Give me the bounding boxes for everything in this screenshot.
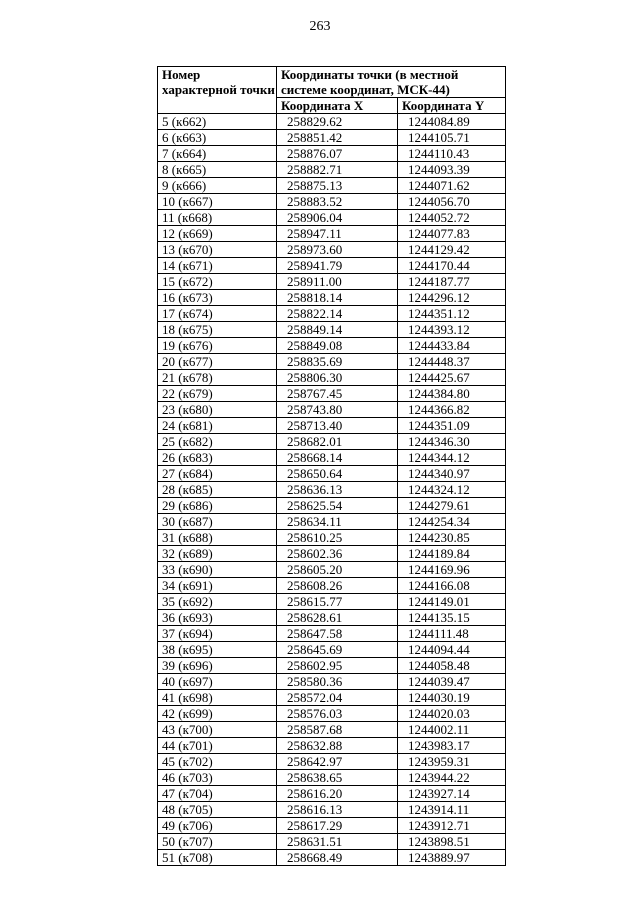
coordinate-y-cell: 1244058.48 bbox=[398, 658, 506, 674]
point-cell: 48 (к705) bbox=[158, 802, 277, 818]
table-row bbox=[158, 802, 506, 818]
coordinate-y-cell: 1244039.47 bbox=[398, 674, 506, 690]
table-row bbox=[158, 290, 506, 306]
coordinate-y-cell: 1244351.12 bbox=[398, 306, 506, 322]
coordinate-y-cell: 1244002.11 bbox=[398, 722, 506, 738]
coordinate-x-cell: 258602.36 bbox=[277, 546, 398, 562]
point-cell: 34 (к691) bbox=[158, 578, 277, 594]
table-row bbox=[158, 370, 506, 386]
coordinate-y-cell: 1244340.97 bbox=[398, 466, 506, 482]
table-row bbox=[158, 402, 506, 418]
table-row bbox=[158, 162, 506, 178]
table-row bbox=[158, 690, 506, 706]
coordinate-y-cell: 1244279.61 bbox=[398, 498, 506, 514]
coordinate-x-cell: 258743.80 bbox=[277, 402, 398, 418]
coordinate-x-cell: 258849.08 bbox=[277, 338, 398, 354]
table-row bbox=[158, 818, 506, 834]
coordinate-x-cell: 258941.79 bbox=[277, 258, 398, 274]
coordinate-x-cell: 258947.11 bbox=[277, 226, 398, 242]
coordinate-y-cell: 1243898.51 bbox=[398, 834, 506, 850]
header-point-number: Номер характерной точки bbox=[158, 67, 277, 114]
table-row bbox=[158, 114, 506, 130]
coordinate-y-cell: 1244425.67 bbox=[398, 370, 506, 386]
coordinate-y-cell: 1244169.96 bbox=[398, 562, 506, 578]
table-row bbox=[158, 482, 506, 498]
coordinate-y-cell: 1244433.84 bbox=[398, 338, 506, 354]
coordinate-y-cell: 1244189.84 bbox=[398, 546, 506, 562]
point-cell: 8 (к665) bbox=[158, 162, 277, 178]
coordinate-y-cell: 1244110.43 bbox=[398, 146, 506, 162]
coordinate-y-cell: 1243944.22 bbox=[398, 770, 506, 786]
table-body bbox=[158, 114, 506, 866]
table-row bbox=[158, 562, 506, 578]
table-row bbox=[158, 850, 506, 866]
point-cell: 33 (к690) bbox=[158, 562, 277, 578]
coordinate-x-cell: 258634.11 bbox=[277, 514, 398, 530]
point-cell: 25 (к682) bbox=[158, 434, 277, 450]
table-row bbox=[158, 338, 506, 354]
coordinate-y-cell: 1244084.89 bbox=[398, 114, 506, 130]
coordinate-y-cell: 1244166.08 bbox=[398, 578, 506, 594]
coordinate-x-cell: 258851.42 bbox=[277, 130, 398, 146]
point-cell: 5 (к662) bbox=[158, 114, 277, 130]
point-cell: 20 (к677) bbox=[158, 354, 277, 370]
point-cell: 16 (к673) bbox=[158, 290, 277, 306]
coordinate-y-cell: 1243914.11 bbox=[398, 802, 506, 818]
coordinate-x-cell: 258668.14 bbox=[277, 450, 398, 466]
coordinate-y-cell: 1244135.15 bbox=[398, 610, 506, 626]
table-row bbox=[158, 210, 506, 226]
coordinate-x-cell: 258668.49 bbox=[277, 850, 398, 866]
table-row bbox=[158, 546, 506, 562]
coordinate-x-cell: 258638.65 bbox=[277, 770, 398, 786]
point-cell: 15 (к672) bbox=[158, 274, 277, 290]
point-cell: 30 (к687) bbox=[158, 514, 277, 530]
coordinate-y-cell: 1244346.30 bbox=[398, 434, 506, 450]
table-row bbox=[158, 514, 506, 530]
header-coordinate-y: Координата Y bbox=[398, 98, 506, 114]
coordinate-x-cell: 258682.01 bbox=[277, 434, 398, 450]
table-row bbox=[158, 786, 506, 802]
point-cell: 44 (к701) bbox=[158, 738, 277, 754]
point-cell: 22 (к679) bbox=[158, 386, 277, 402]
coordinate-y-cell: 1243927.14 bbox=[398, 786, 506, 802]
coordinate-x-cell: 258650.64 bbox=[277, 466, 398, 482]
point-cell: 41 (к698) bbox=[158, 690, 277, 706]
coordinate-x-cell: 258973.60 bbox=[277, 242, 398, 258]
table-row bbox=[158, 722, 506, 738]
coordinate-y-cell: 1244230.85 bbox=[398, 530, 506, 546]
coordinate-x-cell: 258610.25 bbox=[277, 530, 398, 546]
coordinate-x-cell: 258876.07 bbox=[277, 146, 398, 162]
point-cell: 49 (к706) bbox=[158, 818, 277, 834]
coordinate-x-cell: 258767.45 bbox=[277, 386, 398, 402]
coordinate-y-cell: 1244384.80 bbox=[398, 386, 506, 402]
coordinate-y-cell: 1244324.12 bbox=[398, 482, 506, 498]
coordinate-y-cell: 1244111.48 bbox=[398, 626, 506, 642]
point-cell: 12 (к669) bbox=[158, 226, 277, 242]
point-cell: 50 (к707) bbox=[158, 834, 277, 850]
point-cell: 11 (к668) bbox=[158, 210, 277, 226]
table-row bbox=[158, 466, 506, 482]
coordinate-y-cell: 1244170.44 bbox=[398, 258, 506, 274]
coordinate-x-cell: 258636.13 bbox=[277, 482, 398, 498]
coordinate-x-cell: 258806.30 bbox=[277, 370, 398, 386]
coordinate-y-cell: 1244448.37 bbox=[398, 354, 506, 370]
table-row bbox=[158, 242, 506, 258]
coordinate-x-cell: 258628.61 bbox=[277, 610, 398, 626]
coordinate-y-cell: 1244393.12 bbox=[398, 322, 506, 338]
coordinate-x-cell: 258829.62 bbox=[277, 114, 398, 130]
point-cell: 17 (к674) bbox=[158, 306, 277, 322]
point-cell: 38 (к695) bbox=[158, 642, 277, 658]
table-row bbox=[158, 354, 506, 370]
point-cell: 45 (к702) bbox=[158, 754, 277, 770]
table-row bbox=[158, 258, 506, 274]
coordinate-x-cell: 258822.14 bbox=[277, 306, 398, 322]
point-cell: 32 (к689) bbox=[158, 546, 277, 562]
coordinate-y-cell: 1244187.77 bbox=[398, 274, 506, 290]
coordinate-y-cell: 1244052.72 bbox=[398, 210, 506, 226]
coordinate-x-cell: 258587.68 bbox=[277, 722, 398, 738]
table-row bbox=[158, 194, 506, 210]
point-cell: 40 (к697) bbox=[158, 674, 277, 690]
point-cell: 19 (к676) bbox=[158, 338, 277, 354]
coordinate-y-cell: 1244077.83 bbox=[398, 226, 506, 242]
coordinate-y-cell: 1244254.34 bbox=[398, 514, 506, 530]
point-cell: 24 (к681) bbox=[158, 418, 277, 434]
point-cell: 51 (к708) bbox=[158, 850, 277, 866]
coordinate-y-cell: 1244366.82 bbox=[398, 402, 506, 418]
point-cell: 36 (к693) bbox=[158, 610, 277, 626]
table-row bbox=[158, 450, 506, 466]
point-cell: 18 (к675) bbox=[158, 322, 277, 338]
table-row bbox=[158, 274, 506, 290]
point-cell: 13 (к670) bbox=[158, 242, 277, 258]
table-row bbox=[158, 770, 506, 786]
table-row bbox=[158, 578, 506, 594]
table-row bbox=[158, 146, 506, 162]
point-cell: 6 (к663) bbox=[158, 130, 277, 146]
table-row bbox=[158, 306, 506, 322]
coordinate-x-cell: 258875.13 bbox=[277, 178, 398, 194]
coordinate-y-cell: 1244094.44 bbox=[398, 642, 506, 658]
coordinate-x-cell: 258572.04 bbox=[277, 690, 398, 706]
coordinate-y-cell: 1244020.03 bbox=[398, 706, 506, 722]
header-coordinates: Координаты точки (в местной системе координат, МСК-44) bbox=[277, 67, 506, 98]
coordinate-y-cell: 1244056.70 bbox=[398, 194, 506, 210]
point-cell: 27 (к684) bbox=[158, 466, 277, 482]
coordinate-y-cell: 1244105.71 bbox=[398, 130, 506, 146]
coordinate-y-cell: 1244129.42 bbox=[398, 242, 506, 258]
coordinate-x-cell: 258883.52 bbox=[277, 194, 398, 210]
coordinate-x-cell: 258576.03 bbox=[277, 706, 398, 722]
table-row bbox=[158, 530, 506, 546]
table-row bbox=[158, 674, 506, 690]
table-row bbox=[158, 386, 506, 402]
coordinate-x-cell: 258580.36 bbox=[277, 674, 398, 690]
table-row bbox=[158, 130, 506, 146]
point-cell: 26 (к683) bbox=[158, 450, 277, 466]
coordinate-x-cell: 258615.77 bbox=[277, 594, 398, 610]
coordinate-x-cell: 258835.69 bbox=[277, 354, 398, 370]
coordinate-x-cell: 258617.29 bbox=[277, 818, 398, 834]
coordinates-table bbox=[157, 66, 506, 866]
coordinate-y-cell: 1244149.01 bbox=[398, 594, 506, 610]
coordinate-x-cell: 258632.88 bbox=[277, 738, 398, 754]
coordinate-x-cell: 258906.04 bbox=[277, 210, 398, 226]
table-row bbox=[158, 226, 506, 242]
point-cell: 21 (к678) bbox=[158, 370, 277, 386]
coordinate-x-cell: 258713.40 bbox=[277, 418, 398, 434]
coordinate-y-cell: 1243889.97 bbox=[398, 850, 506, 866]
page-number: 263 bbox=[309, 19, 331, 34]
coordinate-x-cell: 258616.13 bbox=[277, 802, 398, 818]
point-cell: 42 (к699) bbox=[158, 706, 277, 722]
coordinate-y-cell: 1243983.17 bbox=[398, 738, 506, 754]
coordinate-y-cell: 1244344.12 bbox=[398, 450, 506, 466]
coordinate-x-cell: 258882.71 bbox=[277, 162, 398, 178]
coordinate-y-cell: 1244351.09 bbox=[398, 418, 506, 434]
coordinate-y-cell: 1244296.12 bbox=[398, 290, 506, 306]
table-row bbox=[158, 834, 506, 850]
coordinate-y-cell: 1244071.62 bbox=[398, 178, 506, 194]
point-cell: 47 (к704) bbox=[158, 786, 277, 802]
table-row bbox=[158, 322, 506, 338]
point-cell: 29 (к686) bbox=[158, 498, 277, 514]
point-cell: 10 (к667) bbox=[158, 194, 277, 210]
point-cell: 31 (к688) bbox=[158, 530, 277, 546]
header-coordinate-x: Координата X bbox=[277, 98, 398, 114]
table-row bbox=[158, 658, 506, 674]
table-row bbox=[158, 706, 506, 722]
table-row bbox=[158, 418, 506, 434]
point-cell: 46 (к703) bbox=[158, 770, 277, 786]
coordinate-x-cell: 258625.54 bbox=[277, 498, 398, 514]
table-row bbox=[158, 594, 506, 610]
coordinate-x-cell: 258605.20 bbox=[277, 562, 398, 578]
coordinate-x-cell: 258849.14 bbox=[277, 322, 398, 338]
point-cell: 14 (к671) bbox=[158, 258, 277, 274]
coordinate-x-cell: 258911.00 bbox=[277, 274, 398, 290]
point-cell: 7 (к664) bbox=[158, 146, 277, 162]
table-row bbox=[158, 642, 506, 658]
coordinate-x-cell: 258608.26 bbox=[277, 578, 398, 594]
coordinate-x-cell: 258645.69 bbox=[277, 642, 398, 658]
coordinate-x-cell: 258647.58 bbox=[277, 626, 398, 642]
coordinate-x-cell: 258818.14 bbox=[277, 290, 398, 306]
coordinate-y-cell: 1244030.19 bbox=[398, 690, 506, 706]
point-cell: 23 (к680) bbox=[158, 402, 277, 418]
table-row bbox=[158, 434, 506, 450]
table-row bbox=[158, 178, 506, 194]
table-row bbox=[158, 626, 506, 642]
coordinate-x-cell: 258602.95 bbox=[277, 658, 398, 674]
table-row bbox=[158, 738, 506, 754]
coordinate-y-cell: 1244093.39 bbox=[398, 162, 506, 178]
coordinate-y-cell: 1243912.71 bbox=[398, 818, 506, 834]
table-row bbox=[158, 498, 506, 514]
table-row bbox=[158, 754, 506, 770]
table-row bbox=[158, 610, 506, 626]
coordinate-x-cell: 258631.51 bbox=[277, 834, 398, 850]
coordinate-x-cell: 258642.97 bbox=[277, 754, 398, 770]
point-cell: 9 (к666) bbox=[158, 178, 277, 194]
point-cell: 35 (к692) bbox=[158, 594, 277, 610]
point-cell: 37 (к694) bbox=[158, 626, 277, 642]
point-cell: 28 (к685) bbox=[158, 482, 277, 498]
coordinate-y-cell: 1243959.31 bbox=[398, 754, 506, 770]
point-cell: 39 (к696) bbox=[158, 658, 277, 674]
point-cell: 43 (к700) bbox=[158, 722, 277, 738]
coordinate-x-cell: 258616.20 bbox=[277, 786, 398, 802]
